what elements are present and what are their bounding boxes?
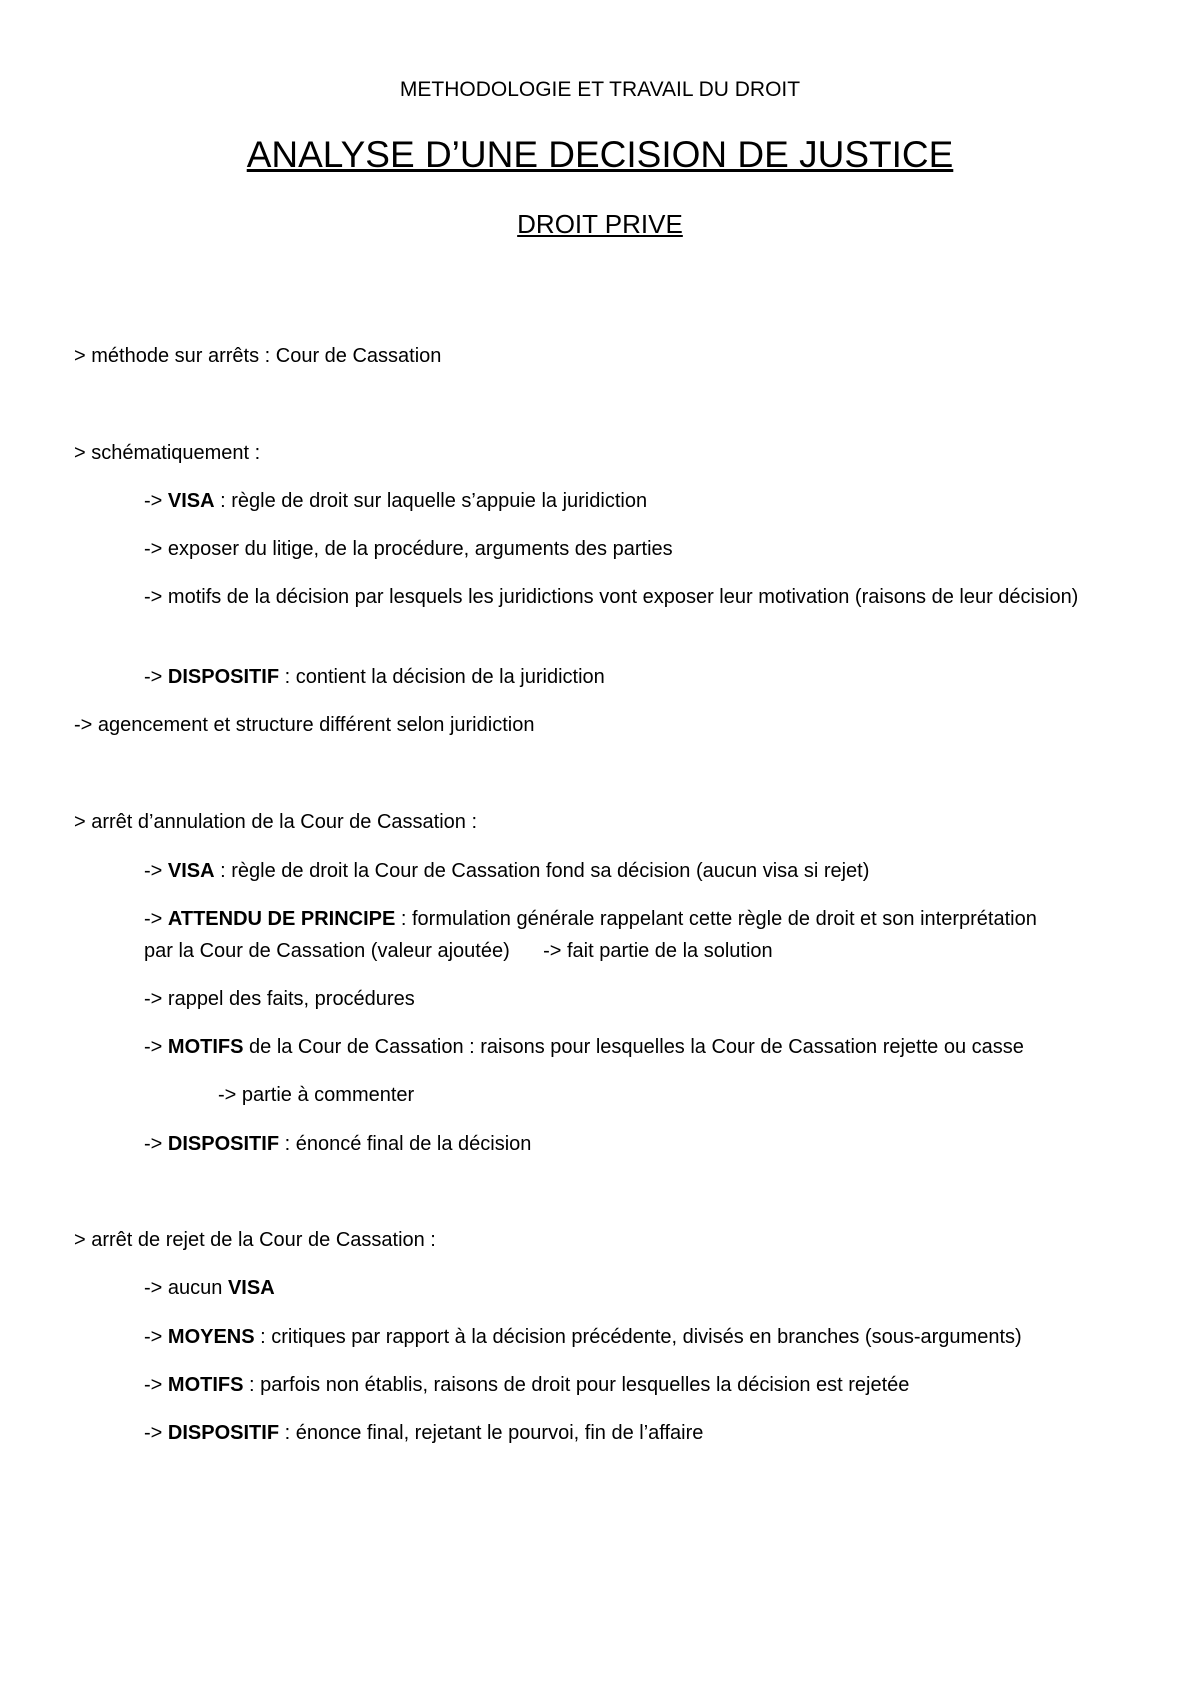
rejet-aucun-visa-item	[144, 1272, 275, 1304]
schema-dispositif-item	[144, 661, 605, 693]
arrow: ->	[144, 1422, 168, 1444]
arrow: ->	[144, 988, 168, 1010]
item-text: de la Cour de Cassation : raisons pour lesquelles la Cour de Cassation rejette ou casse	[243, 1036, 1024, 1058]
arrow: ->	[144, 1133, 168, 1155]
keyword-visa: VISA	[167, 490, 215, 512]
item-text: aucun	[167, 1277, 228, 1299]
item-text: : énonce final, rejetant le pourvoi, fin de l’affaire	[279, 1422, 704, 1444]
keyword-visa: VISA	[167, 860, 215, 882]
document-subtitle: DROIT PRIVE	[517, 209, 683, 239]
item-text: : énoncé final de la décision	[279, 1133, 532, 1155]
arrow: ->	[144, 666, 168, 688]
arrow: ->	[144, 490, 168, 512]
rejet-dispositif-item	[144, 1417, 703, 1449]
item-text: : contient la décision de la juridiction	[279, 666, 605, 688]
item-text: rappel des faits, procédures	[167, 988, 415, 1010]
keyword-attendu: ATTENDU DE PRINCIPE	[167, 908, 396, 930]
item-text: motifs de la décision par lesquels les juridictions vont exposer leur motivation (raisons de leur décision)	[167, 586, 1079, 608]
document-title: ANALYSE D’UNE DECISION DE JUSTICE	[246, 134, 954, 175]
arrow: ->	[144, 860, 168, 882]
arrow: ->	[144, 538, 168, 560]
item-text: : parfois non établis, raisons de droit pour lesquelles la décision est rejetée	[243, 1374, 910, 1396]
annulation-dispositif-item	[144, 1128, 531, 1160]
annulation-motifs-item	[144, 1031, 1024, 1063]
item-text: : règle de droit la Cour de Cassation fond sa décision (aucun visa si rejet)	[214, 860, 870, 882]
course-title: METHODOLOGIE ET TRAVAIL DU DROIT	[399, 78, 801, 101]
keyword-dispositif: DISPOSITIF	[167, 666, 280, 688]
keyword-motifs: MOTIFS	[167, 1036, 244, 1058]
annulation-visa-item	[144, 855, 869, 887]
keyword-visa: VISA	[227, 1277, 275, 1299]
annulation-attendu-continued: par la Cour de Cassation (valeur ajoutée) -> fait partie de la solution	[144, 940, 773, 962]
annulation-attendu-item	[144, 903, 1037, 935]
arrow: ->	[144, 908, 168, 930]
item-text: : règle de droit sur laquelle s’appuie la juridiction	[214, 490, 648, 512]
item-text: : formulation générale rappelant cette règle de droit et son interprétation	[395, 908, 1037, 930]
agencement-line: -> agencement et structure différent selon juridiction	[74, 714, 535, 736]
schema-expose-item	[144, 533, 673, 565]
arrow: ->	[144, 586, 168, 608]
arrow: ->	[144, 1326, 168, 1348]
schema-heading: > schématiquement :	[74, 442, 261, 464]
item-text: : critiques par rapport à la décision précédente, divisés en branches (sous-arguments)	[254, 1326, 1022, 1348]
rejet-heading: > arrêt de rejet de la Cour de Cassation :	[74, 1229, 436, 1251]
keyword-motifs: MOTIFS	[167, 1374, 244, 1396]
arrow: ->	[144, 1374, 168, 1396]
item-text: exposer du litige, de la procédure, arguments des parties	[167, 538, 673, 560]
keyword-dispositif: DISPOSITIF	[167, 1133, 280, 1155]
rejet-motifs-item	[144, 1369, 909, 1401]
schema-motifs-item	[144, 581, 1124, 613]
annulation-heading: > arrêt d’annulation de la Cour de Cassation :	[74, 811, 478, 833]
arrow: ->	[144, 1277, 168, 1299]
rejet-moyens-item	[144, 1321, 1022, 1353]
methode-line: > méthode sur arrêts : Cour de Cassation	[74, 345, 442, 367]
keyword-dispositif: DISPOSITIF	[167, 1422, 280, 1444]
keyword-moyens: MOYENS	[167, 1326, 255, 1348]
annulation-partie-item: -> partie à commenter	[218, 1084, 415, 1106]
schema-visa-item	[144, 485, 647, 517]
arrow: ->	[144, 1036, 168, 1058]
annulation-rappel-item	[144, 983, 415, 1015]
